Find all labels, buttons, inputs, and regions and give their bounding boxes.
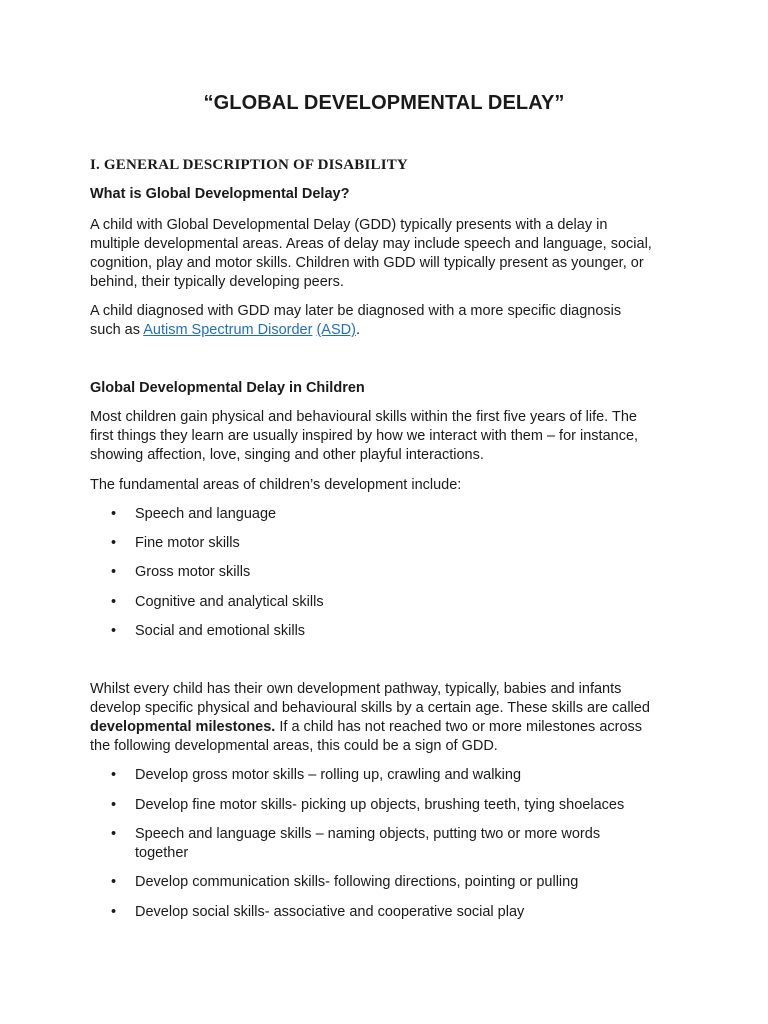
paragraph-line: the following developmental areas, this could be a sign of GDD.: [90, 738, 498, 754]
bullet-icon: •: [111, 797, 117, 813]
bullet-icon: •: [111, 623, 117, 639]
paragraph-line: The fundamental areas of children’s development include:: [90, 477, 462, 493]
skills-paragraph: [90, 408, 690, 465]
in-children-heading: Global Developmental Delay in Children: [90, 380, 365, 396]
paragraph-line: Whilst every child has their own development pathway, typically, babies and infants: [90, 681, 622, 697]
paragraph-line: Most children gain physical and behavioural skills within the first five years of life. The: [90, 409, 637, 425]
paragraph-line: develop specific physical and behavioural skills by a certain age. These skills are called: [90, 700, 650, 716]
later-diagnosis-paragraph: [90, 302, 690, 340]
bullet-icon: •: [111, 904, 117, 920]
autism-spectrum-disorder-link[interactable]: Autism Spectrum Disorder: [143, 322, 313, 338]
bullet-icon: •: [111, 564, 117, 580]
bullet-icon: •: [111, 506, 117, 522]
milestones-paragraph: [90, 680, 690, 756]
developmental-milestones-term: developmental milestones.: [90, 719, 276, 735]
list-item-text: Cognitive and analytical skills: [135, 594, 324, 610]
paragraph-line: first things they learn are usually inspired by how we interact with them – for instance,: [90, 428, 639, 444]
gdd-definition-paragraph: [90, 216, 690, 292]
paragraph-text: such as: [90, 322, 144, 338]
section-heading: I. GENERAL DESCRIPTION OF DISABILITY: [90, 157, 408, 173]
list-item-text: Speech and language: [135, 506, 277, 522]
paragraph-line: [90, 718, 690, 737]
paragraph-line: A child diagnosed with GDD may later be diagnosed with a more specific diagnosis: [90, 303, 622, 319]
bullet-icon: •: [111, 826, 117, 842]
paragraph-line: behind, their typically developing peers.: [90, 274, 344, 290]
document-title: “GLOBAL DEVELOPMENTAL DELAY”: [203, 92, 565, 114]
fundamental-areas-intro: [90, 476, 690, 495]
list-item-text: Develop gross motor skills – rolling up, crawling and walking: [135, 767, 522, 783]
paragraph-text: .: [355, 322, 360, 338]
asd-link[interactable]: (ASD): [316, 322, 356, 338]
list-item-text: Gross motor skills: [135, 564, 251, 580]
list-item-line: Speech and language skills – naming objects, putting two or more words: [135, 826, 601, 842]
list-item-text: [135, 825, 695, 863]
paragraph-line: multiple developmental areas. Areas of delay may include speech and language, social,: [90, 236, 652, 252]
list-item-line: together: [135, 845, 189, 861]
list-item-text: Develop communication skills- following directions, pointing or pulling: [135, 874, 579, 890]
list-item-text: Develop social skills- associative and cooperative social play: [135, 904, 525, 920]
bullet-icon: •: [111, 767, 117, 783]
list-item-text: Social and emotional skills: [135, 623, 306, 639]
bullet-icon: •: [111, 874, 117, 890]
paragraph-line: A child with Global Developmental Delay (GDD) typically presents with a delay in: [90, 217, 608, 233]
bullet-icon: •: [111, 594, 117, 610]
what-is-heading: What is Global Developmental Delay?: [90, 186, 350, 202]
list-item-text: Fine motor skills: [135, 535, 240, 551]
paragraph-line: cognition, play and motor skills. Children with GDD will typically present as younger, or: [90, 255, 644, 271]
bullet-icon: •: [111, 535, 117, 551]
paragraph-text: If a child has not reached two or more milestones across: [275, 719, 643, 735]
paragraph-line: [90, 321, 690, 340]
list-item-text: Develop fine motor skills- picking up objects, brushing teeth, tying shoelaces: [135, 797, 625, 813]
paragraph-line: showing affection, love, singing and other playful interactions.: [90, 447, 484, 463]
